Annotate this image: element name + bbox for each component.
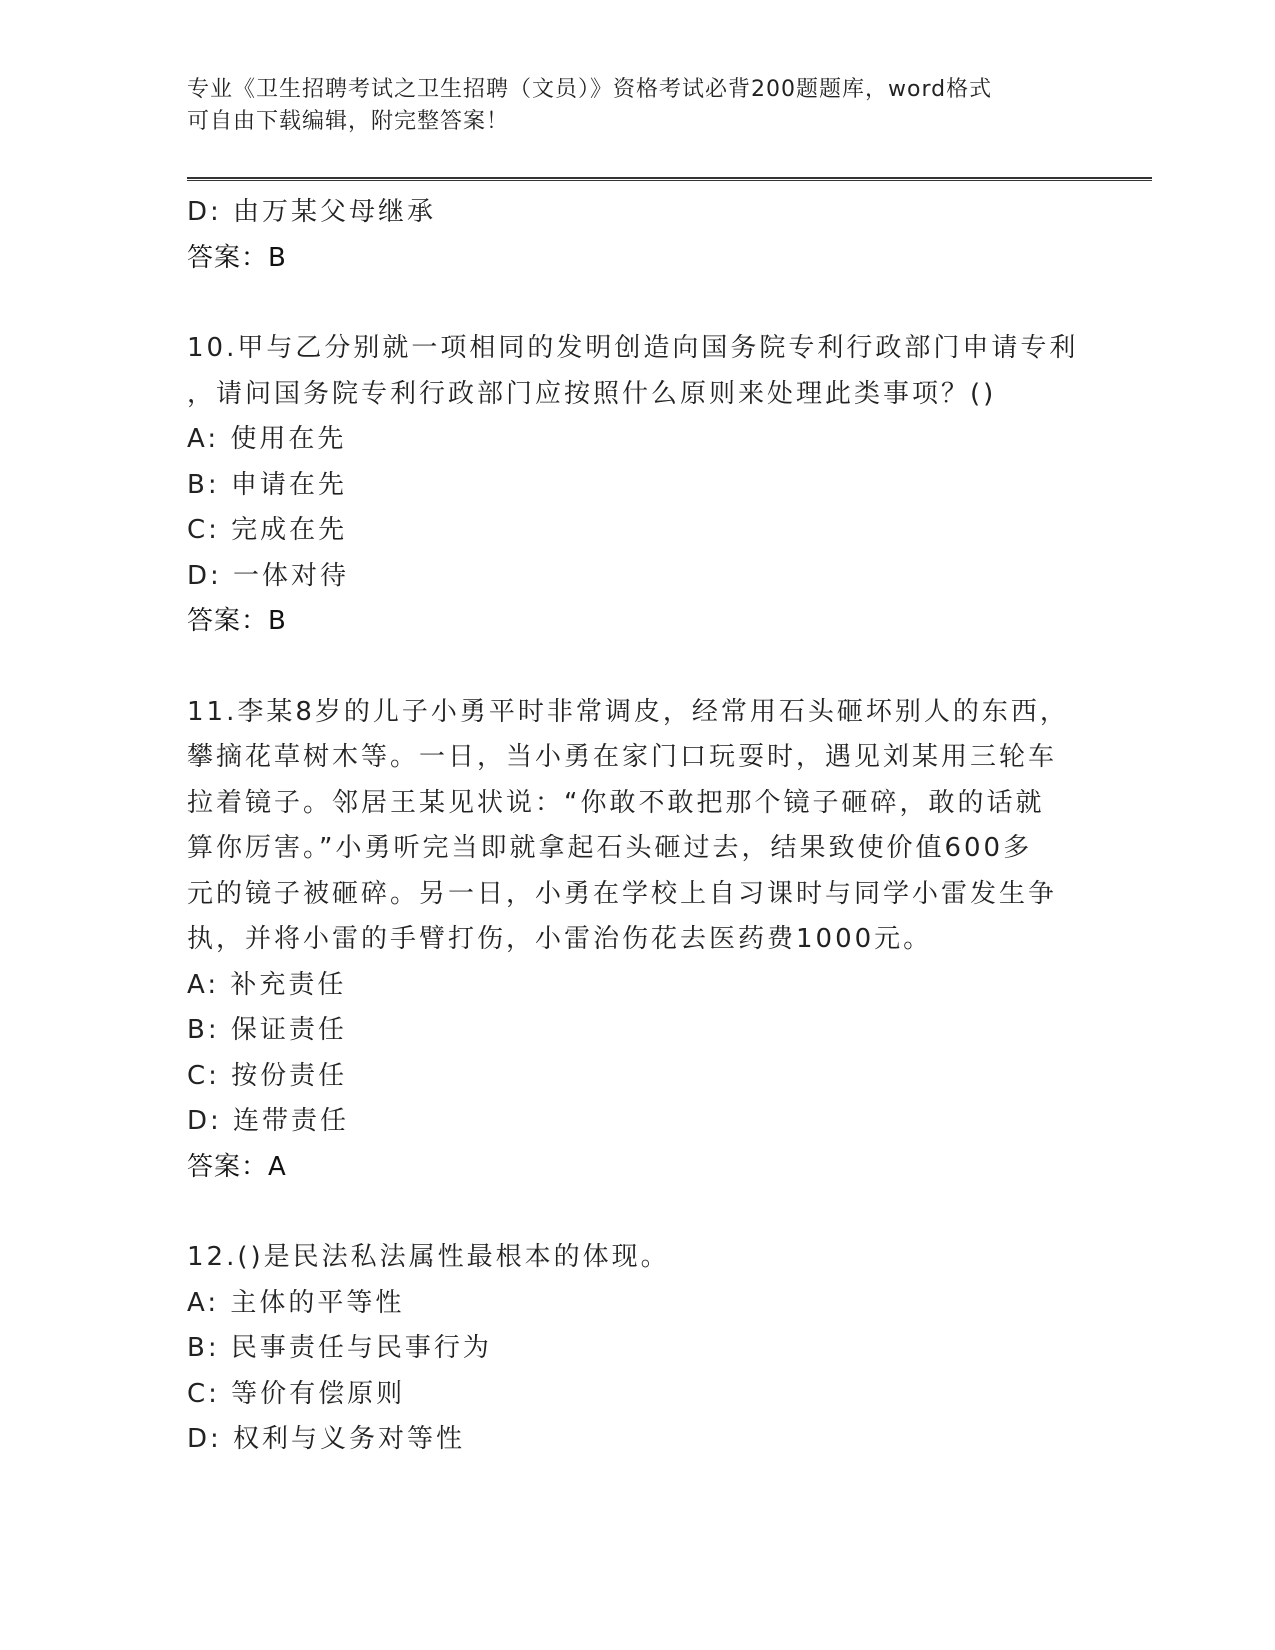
option-c: C: 按份责任 xyxy=(187,1060,348,1091)
question-stem xyxy=(187,1235,1087,1281)
answer-line: 答案：B xyxy=(187,606,287,636)
spacer xyxy=(187,1190,1087,1235)
document-header xyxy=(187,74,1067,138)
answer-line: 答案：A xyxy=(187,1151,287,1182)
question-11 xyxy=(187,690,1087,1191)
option-d: D: 权利与义务对等性 xyxy=(187,1424,466,1454)
option-c: C: 完成在先 xyxy=(187,515,348,545)
answer-line: 答案：B xyxy=(187,242,287,273)
spacer xyxy=(187,645,1087,690)
previous-question-fragment xyxy=(187,190,1087,281)
stem-line: 拉着镜子。邻居王某见状说：“你敢不敢把那个镜子砸碎，敢的话就 xyxy=(187,787,1045,818)
option-a: A: 使用在先 xyxy=(187,424,347,454)
stem-line: 10.甲与乙分别就一项相同的发明创造向国务院专利行政部门申请专利 xyxy=(187,333,1079,363)
option-b: B: 民事责任与民事行为 xyxy=(187,1333,492,1363)
option-d: D: 连带责任 xyxy=(187,1106,350,1136)
stem-line: 元的镜子被砸碎。另一日，小勇在学校上自习课时与同学小雷发生争 xyxy=(187,878,1058,909)
spacer xyxy=(187,281,1087,326)
stem-line: ，请问国务院专利行政部门应按照什么原则来处理此类事项？() xyxy=(187,378,997,409)
header-line-1: 专业《卫生招聘考试之卫生招聘（文员）》资格考试必背200题题库，word格式 xyxy=(187,77,993,102)
question-stem xyxy=(187,326,1087,417)
stem-line: 12.()是民法私法属性最根本的体现。 xyxy=(187,1242,670,1272)
document-body xyxy=(187,190,1087,1463)
option-d: D: 一体对待 xyxy=(187,560,350,591)
option-b: B: 申请在先 xyxy=(187,469,347,500)
question-10 xyxy=(187,326,1087,645)
option-a: A: 主体的平等性 xyxy=(187,1287,405,1318)
stem-line: 攀摘花草树木等。一日，当小勇在家门口玩耍时，遇见刘某用三轮车 xyxy=(187,742,1058,772)
header-line-2: 可自由下载编辑，附完整答案！ xyxy=(187,109,510,134)
option-c: C: 等价有偿原则 xyxy=(187,1378,406,1409)
stem-line: 算你厉害。”小勇听完当即就拿起石头砸过去，结果致使价值600多 xyxy=(187,833,1033,863)
option-a: A: 补充责任 xyxy=(187,969,347,1000)
question-stem xyxy=(187,690,1087,963)
option-d: D: 由万某父母继承 xyxy=(187,197,437,227)
stem-line: 11.李某8岁的儿子小勇平时非常调皮，经常用石头砸坏别人的东西， xyxy=(187,696,1069,727)
stem-line: 执，并将小雷的手臂打伤，小雷治伤花去医药费1000元。 xyxy=(187,924,933,954)
header-divider xyxy=(187,177,1152,181)
option-b: B: 保证责任 xyxy=(187,1015,347,1045)
question-12 xyxy=(187,1235,1087,1463)
